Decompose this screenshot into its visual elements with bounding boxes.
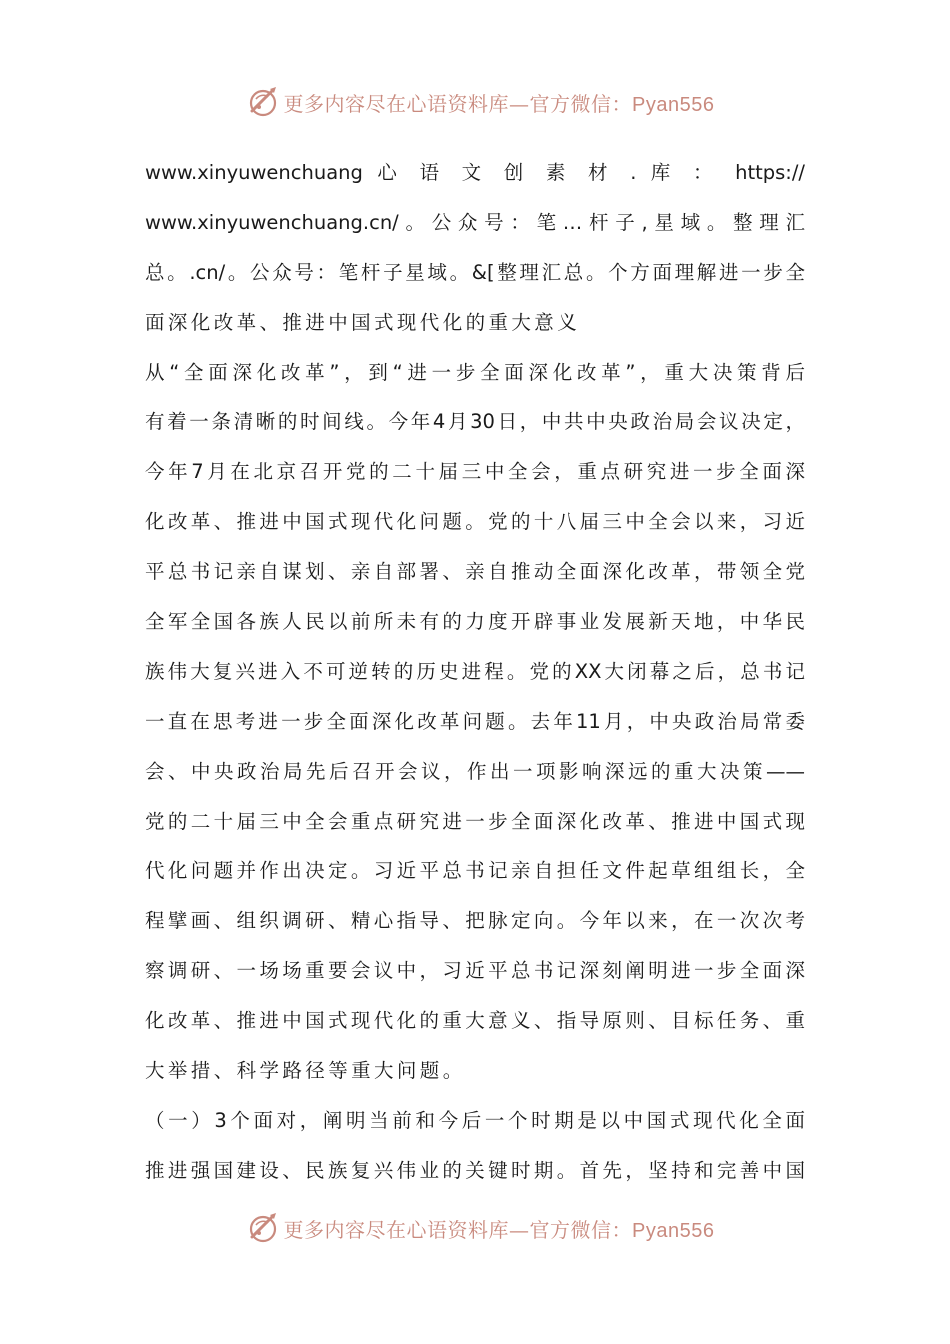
header-banner-inner [246, 85, 715, 119]
body-line: www.xinyuwenchuang 心 语 文 创 素 材 . 库 ： https:// [145, 161, 805, 184]
header-text: 更多内容尽在心语资料库—官方微信： [283, 91, 633, 116]
pen-circle-logo-icon [246, 85, 280, 119]
header-banner-text [284, 88, 715, 117]
footer-text: 更多内容尽在心语资料库—官方微信： [283, 1217, 633, 1242]
body-line: 有着一条清晰的时间线。今年4月30日，中共中央政治局会议决定， [145, 410, 805, 434]
body-line: 族伟大复兴进入不可逆转的历史进程。党的XX大闭幕之后，总书记 [145, 659, 805, 683]
body-line: 一直在思考进一步全面深化改革问题。去年11月，中央政治局常委 [145, 709, 805, 733]
body-line: 程擘画、组织调研、精心指导、把脉定向。今年以来，在一次次考 [145, 909, 805, 933]
pen-circle-logo-icon [246, 1211, 280, 1245]
body-line: 会、中央政治局先后召开会议，作出一项影响深远的重大决策—— [145, 759, 805, 783]
header-banner [0, 82, 950, 122]
footer-banner [0, 1208, 950, 1248]
body-line: 化改革、推进中国式现代化问题。党的十八届三中全会以来，习近 [145, 510, 805, 534]
body-line: 平总书记亲自谋划、亲自部署、亲自推动全面深化改革，带领全党 [145, 560, 805, 584]
header-wechat-id: Pyan556 [632, 93, 715, 116]
body-line: 今年7月在北京召开党的二十届三中全会，重点研究进一步全面深 [145, 460, 805, 484]
footer-banner-text [284, 1214, 715, 1243]
document-body [145, 148, 805, 1196]
body-line: 党的二十届三中全会重点研究进一步全面深化改革、推进中国式现 [145, 809, 805, 833]
body-line: www.xinyuwenchuang.cn/。公众号：笔…杆子,星域。整理汇 [145, 210, 805, 234]
body-line: （一）3个面对，阐明当前和今后一个时期是以中国式现代化全面 [145, 1108, 805, 1132]
body-line: 总。.cn/。公众号：笔杆子星域。&[整理汇总。个方面理解进一步全 [145, 260, 805, 284]
body-line: 大举措、科学路径等重大问题。 [145, 1059, 466, 1083]
body-line: 推进强国建设、民族复兴伟业的关键时期。首先，坚持和完善中国 [145, 1158, 805, 1182]
footer-wechat-id: Pyan556 [632, 1219, 715, 1242]
body-line: 代化问题并作出决定。习近平总书记亲自担任文件起草组组长，全 [145, 859, 805, 883]
footer-banner-inner [246, 1211, 715, 1245]
body-line: 从“全面深化改革”，到“进一步全面深化改革”，重大决策背后 [145, 360, 805, 384]
body-line: 察调研、一场场重要会议中，习近平总书记深刻阐明进一步全面深 [145, 959, 805, 983]
body-line: 全军全国各族人民以前所未有的力度开辟事业发展新天地，中华民 [145, 610, 805, 634]
body-line: 化改革、推进中国式现代化的重大意义、指导原则、目标任务、重 [145, 1009, 805, 1033]
body-line: 面深化改革、推进中国式现代化的重大意义 [145, 310, 581, 334]
